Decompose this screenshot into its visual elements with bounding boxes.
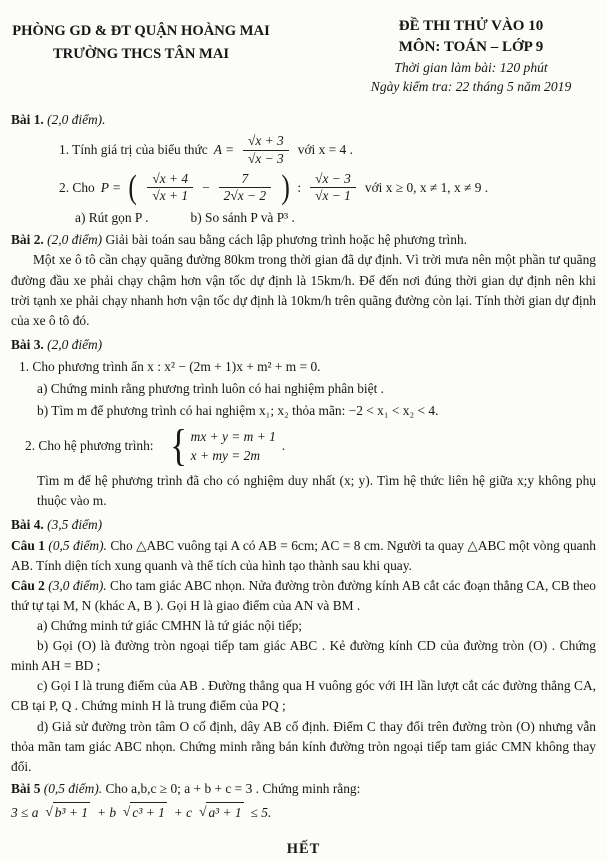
exam-info-block <box>346 16 596 96</box>
issuer-block <box>11 16 271 65</box>
bai4-part-b: b) Gọi (O) là đường tròn ngoại tiếp tam giác ABC . Kẻ đường kính CD của đường tròn (O) . Chứng minh AH = BD ; <box>11 638 596 674</box>
minus-sign: − <box>202 179 210 195</box>
bai4-part-c: c) Gọi I là trung điểm của AB . Đường thẳng qua H vuông góc với IH lần lượt cắt các đường thẳng CA, CB tại P, Q . Chứng minh H là trung điểm của PQ ; <box>11 678 596 714</box>
end-marker: HẾT <box>286 841 321 858</box>
section-bai1 <box>11 110 596 228</box>
bai1-title: Bài 1. <box>11 112 44 128</box>
exam-subject: MÔN: TOÁN – LỚP 9 <box>398 39 544 55</box>
exam-date: Ngày kiểm tra: 22 tháng 5 năm 2019 <box>370 79 572 95</box>
exam-duration: Thời gian làm bài: 120 phút <box>394 60 548 75</box>
bai1-subquestions <box>75 208 596 228</box>
bai5-points: (0,5 điểm). <box>43 780 103 796</box>
bai1-item1-condition: với x = 4 . <box>297 142 353 158</box>
bai1-heading <box>11 110 596 130</box>
cau1-points: (0,5 điểm). <box>48 537 107 553</box>
bai5-heading <box>11 779 596 799</box>
fraction-numerator: √x + 3 <box>243 133 289 151</box>
bai3-item1a: a) Chứng minh rằng phương trình luôn có hai nghiệm phân biệt . <box>37 381 385 397</box>
cau2-body: Cho tam giác ABC nhọn. Nửa đường tròn đường kính AB cắt các đoạn thẳng CA, CB theo thứ tự tại M, N (khác A, B ). Gọi H là giao điểm của AN và BM . <box>11 577 596 613</box>
system-brace: { <box>169 421 187 471</box>
bai4-cau1 <box>11 536 596 576</box>
fraction-denominator: √x − 3 <box>248 150 284 166</box>
bai1-item2-fraction3 <box>310 171 356 206</box>
bai1-item2-fraction2 <box>219 171 271 206</box>
section-bai2 <box>11 230 596 331</box>
bai1-item1 <box>59 133 596 168</box>
bai1-item2-text: 2. Cho <box>59 179 95 195</box>
bai3-item1b: b) Tìm m để phương trình có hai nghiệm x₁; x₂ thỏa mãn: −2 < x₁ < x₂ < 4. <box>37 403 439 419</box>
bai2-intro: Giải bài toán sau bằng cách lập phương trình hoặc hệ phương trình. <box>105 232 468 248</box>
system-equation-2: x + my = 2m <box>190 448 261 464</box>
radical-sign: √ <box>123 804 131 820</box>
cau2-label: Câu 2 <box>11 577 45 593</box>
radical-2 <box>123 802 167 823</box>
bai3-item2-question: Tìm m để hệ phương trình đã cho có nghiệm duy nhất (x; y). Tìm hệ thức liên hệ giữa x;y không phụ thuộc vào m. <box>37 473 596 509</box>
bai4-part-a: a) Chứng minh tứ giác CMHN là tứ giác nội tiếp; <box>37 618 302 634</box>
bai3-title: Bài 3. <box>11 336 44 352</box>
bai1-subb: b) So sánh P và P³ . <box>190 210 295 226</box>
cau1-body: Cho △ABC vuông tại A có AB = 6cm; AC = 8 cm. Người ta quay △ABC một vòng quanh AB. Tính diện tích xung quanh và thể tích của hình tạo thành sau khi quay. <box>11 537 597 573</box>
bai1-item2-lhs: P = <box>100 179 122 195</box>
bai1-points: (2,0 điểm). <box>47 112 106 128</box>
school-name: TRƯỜNG THCS TÂN MAI <box>52 45 230 62</box>
ineq-pre: 3 ≤ a <box>11 804 39 820</box>
bai2-title: Bài 2. <box>11 232 44 248</box>
bai5-title: Bài 5 <box>11 780 41 796</box>
bai3-item1: 1. Cho phương trình ẩn x : x² − (2m + 1)x + m² + m = 0. <box>19 358 321 374</box>
bai2-points: (2,0 điểm) <box>47 232 103 248</box>
ineq-mid2: + c <box>173 804 193 820</box>
bai4-title: Bài 4. <box>11 517 44 533</box>
bai2-heading <box>11 230 596 250</box>
bai1-item1-lhs: A = <box>213 142 235 158</box>
bai4-points: (3,5 điểm) <box>47 517 103 533</box>
radicand: b³ + 1 <box>53 802 90 823</box>
bai5-intro: Cho a,b,c ≥ 0; a + b + c = 3 . Chứng minh rằng: <box>105 780 361 796</box>
bai1-suba: a) Rút gọn P . <box>75 210 149 226</box>
cau1-label: Câu 1 <box>11 537 45 553</box>
fraction-numerator: √x − 3 <box>310 171 356 189</box>
fraction-denominator: 2√x − 2 <box>223 188 267 204</box>
fraction-denominator: √x + 1 <box>152 188 189 204</box>
bai1-item2 <box>59 168 596 206</box>
document-header <box>11 16 596 96</box>
section-bai4 <box>11 515 596 776</box>
fraction-denominator: √x − 1 <box>315 188 351 204</box>
exam-title: ĐỀ THI THỬ VÀO 10 <box>398 18 544 34</box>
ineq-mid1: + b <box>96 804 117 820</box>
radical-sign: √ <box>199 804 207 820</box>
radicand: c³ + 1 <box>130 802 166 823</box>
equation-system <box>168 421 276 471</box>
bai3-item2 <box>25 421 596 471</box>
bai4-part-d: d) Giả sử đường tròn tâm O cố định, dây AB cố định. Điểm C thay đổi trên đường tròn (O) nhưng vẫn thỏa mãn tam giác ABC nhọn. Chứng minh rằng bán kính đường tròn ngoại tiếp tam giác CMN không thay đổi. <box>11 718 596 774</box>
division-colon: : <box>297 179 302 195</box>
fraction-numerator: √x + 4 <box>147 171 193 189</box>
bai1-item1-text: 1. Tính giá trị của biểu thức <box>59 142 208 158</box>
bai3-heading <box>11 335 596 355</box>
bai3-points: (2,0 điểm) <box>47 336 103 352</box>
bai1-item2-condition: với x ≥ 0, x ≠ 1, x ≠ 9 . <box>364 179 489 195</box>
section-bai5 <box>11 779 596 823</box>
right-paren: ) <box>281 168 291 206</box>
bai4-heading <box>11 515 596 535</box>
bai4-cau2 <box>11 576 596 616</box>
bai5-inequality <box>11 802 596 823</box>
bai1-item1-fraction <box>243 133 289 168</box>
radical-3 <box>199 802 244 823</box>
radical-sign: √ <box>45 804 53 820</box>
radicand: a³ + 1 <box>206 802 243 823</box>
system-equations <box>191 427 276 466</box>
system-equation-1: mx + y = m + 1 <box>190 428 276 444</box>
ineq-post: ≤ 5. <box>250 804 272 820</box>
department-name: PHÒNG GD & ĐT QUẬN HOÀNG MAI <box>12 23 270 39</box>
left-paren: ( <box>128 168 137 206</box>
bai1-item2-fraction1 <box>147 171 193 206</box>
radical-1 <box>45 802 90 823</box>
bai3-item2-text: 2. Cho hệ phương trình: <box>25 438 154 454</box>
cau2-points: (3,0 điểm). <box>48 577 107 593</box>
bai2-problem-text: Một xe ô tô cần chạy quãng đường 80km trong thời gian đã dự định. Vì trời mưa nên một phần tư quãng đường đầu xe phải chạy chậm hơn vận tốc dự định là 15km/h. Để đến nơi đúng thời gian dự định nên khi trời tạnh xe phải chạy nhanh hơn vận tốc dự định là 10km/h trên quãng đường còn lại. Tính thời gian dự định của xe ô tô đó. <box>11 252 596 328</box>
fraction-numerator: 7 <box>219 171 271 189</box>
section-bai3 <box>11 335 596 512</box>
sentence-period: . <box>281 438 286 454</box>
